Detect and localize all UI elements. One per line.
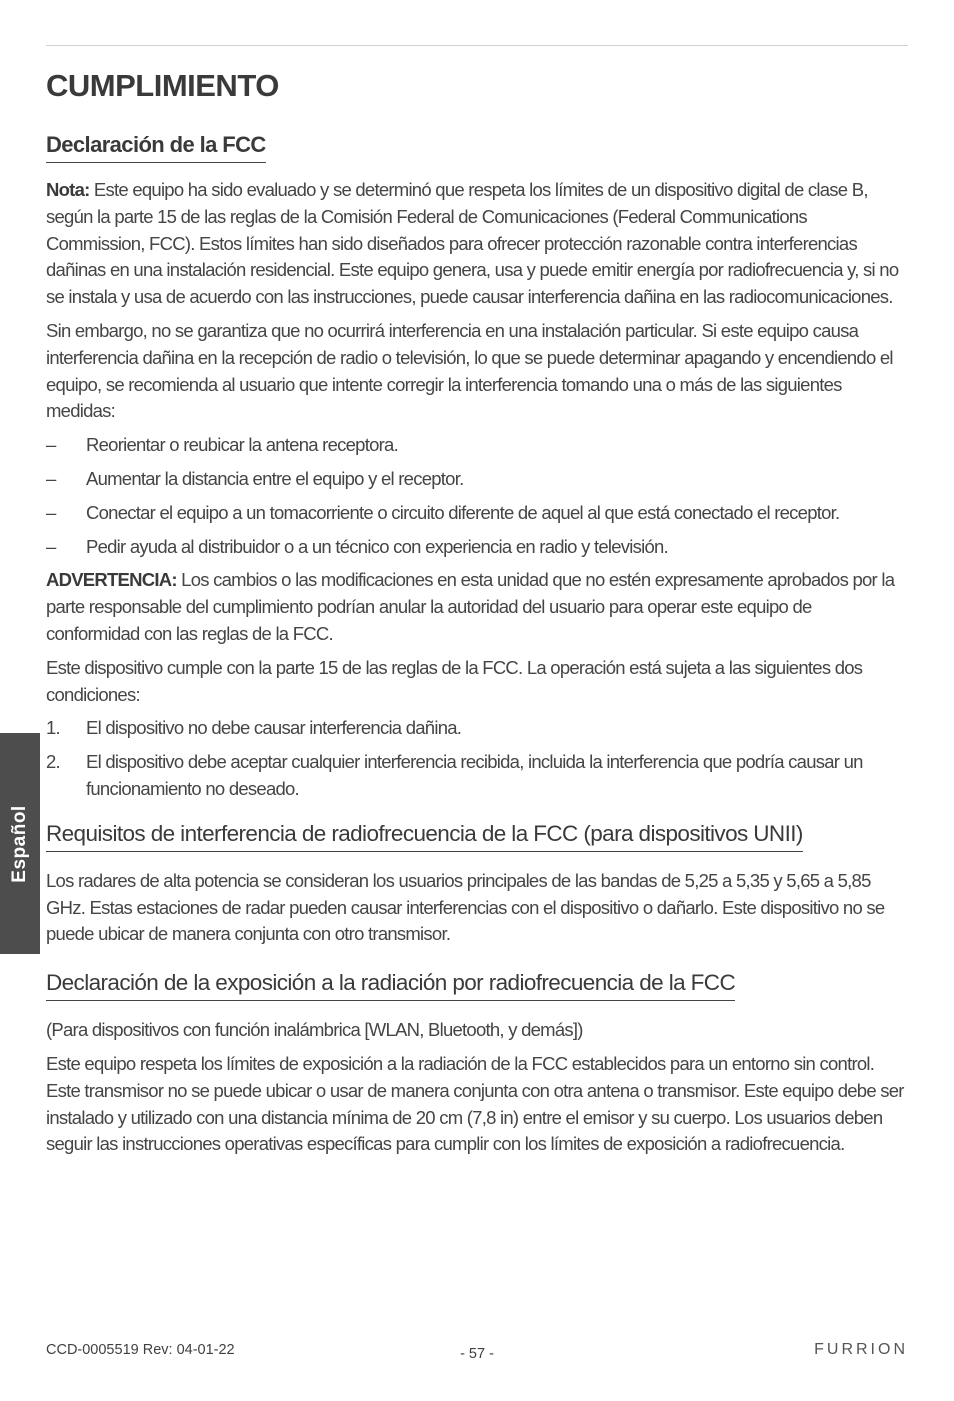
fcc-heading: Declaración de la FCC [46, 132, 266, 163]
fcc-note-paragraph [46, 177, 908, 311]
unii-heading: Requisitos de interferencia de radiofrecuencia de la FCC (para dispositivos UNII) [46, 821, 803, 852]
language-tab-label: Español [9, 804, 30, 883]
list-marker: – [46, 434, 56, 456]
warning-label: ADVERTENCIA: [46, 569, 177, 591]
list-marker: – [46, 535, 56, 557]
footer-doc-number: CCD-0005519 Rev: 04-01-22 [46, 1342, 235, 1358]
exposure-paragraph-2: Este equipo respeta los límites de exposición a la radiación de la FCC establecidos para un entorno sin control. Este transmisor no se puede ubicar o usar de manera conjunta con otra antena o transmisor. Este equipo debe ser instalado y utilizado con una distancia mínima de 20 cm (7,8 in) entre el emisor y su cuerpo. Los usuarios deben seguir las instrucciones operativas específicas para cumplir con los límites de exposición a radiofrecuencia. [46, 1052, 904, 1155]
list-item [46, 500, 908, 527]
exposure-heading: Declaración de la exposición a la radiación por radiofrecuencia de la FCC [46, 970, 735, 1001]
footer-page-number: - 57 - [460, 1346, 494, 1362]
furrion-logo: FURRION [814, 1341, 908, 1358]
list-item-text: Pedir ayuda al distribuidor o a un técnico con experiencia en radio y televisión. [86, 535, 668, 557]
list-item-text: Reorientar o reubicar la antena receptora. [86, 434, 398, 456]
list-item [46, 432, 908, 459]
exposure-paragraph-1: (Para dispositivos con función inalámbrica [WLAN, Bluetooth, y demás]) [46, 1019, 583, 1041]
list-item-text: El dispositivo debe aceptar cualquier interferencia recibida, incluida la interferencia que podría causar un funcionamiento no deseado. [86, 751, 863, 799]
conditions-list [46, 715, 908, 802]
list-marker: – [46, 501, 56, 523]
list-item [46, 749, 908, 803]
list-item [46, 534, 908, 561]
list-marker: 1. [46, 717, 60, 739]
list-marker: 2. [46, 751, 60, 773]
fcc-paragraph-3: Este dispositivo cumple con la parte 15 de las reglas de la FCC. La operación está sujeta a las siguientes dos condiciones: [46, 656, 863, 705]
measures-list [46, 432, 908, 560]
warning-text: Los cambios o las modificaciones en esta unidad que no estén expresamente aprobados por la parte responsable del cumplimiento podrían anular la autoridad del usuario para operar este equipo de conformidad con las reglas de la FCC. [46, 569, 895, 644]
fcc-warning-paragraph [46, 567, 908, 647]
note-text: Este equipo ha sido evaluado y se determinó que respeta los límites de un dispositivo digital de clase B, según la parte 15 de las reglas de la Comisión Federal de Comunicaciones (Federal Communications Commission, FCC). Estos límites han sido diseñados para ofrecer protección razonable contra interferencias dañinas en una instalación residencial. Este equipo genera, usa y puede emitir energía por radiofrecuencia y, si no se instala y usa de acuerdo con las instrucciones, puede causar interferencia dañina en las radiocomunicaciones. [46, 179, 899, 308]
note-label: Nota: [46, 179, 90, 200]
list-item-text: El dispositivo no debe causar interferencia dañina. [86, 717, 462, 739]
page-title: CUMPLIMIENTO [46, 68, 279, 103]
fcc-paragraph-2: Sin embargo, no se garantiza que no ocurrirá interferencia en una instalación particular. Si este equipo causa interferencia dañina en la recepción de radio o televisión, lo que se puede determinar apagando y encendiendo el equipo, se recomienda al usuario que intente corregir la interferencia tomando una o más de las siguientes medidas: [46, 319, 893, 422]
top-divider [46, 45, 908, 46]
list-item-text: Aumentar la distancia entre el equipo y el receptor. [86, 467, 464, 489]
list-item-text: Conectar el equipo a un tomacorriente o circuito diferente de aquel al que está conectado el receptor. [86, 501, 840, 523]
list-marker: – [46, 467, 56, 489]
main-content [46, 130, 908, 1158]
list-item [46, 715, 908, 742]
language-side-tab [0, 733, 40, 954]
unii-paragraph: Los radares de alta potencia se consideran los usuarios principales de las bandas de 5,25 a 5,35 y 5,65 a 5,85 GHz. Estas estaciones de radar pueden causar interferencias con el dispositivo o dañarlo. Este dispositivo no se puede ubicar de manera conjunta con otro transmisor. [46, 869, 885, 945]
list-item [46, 466, 908, 493]
